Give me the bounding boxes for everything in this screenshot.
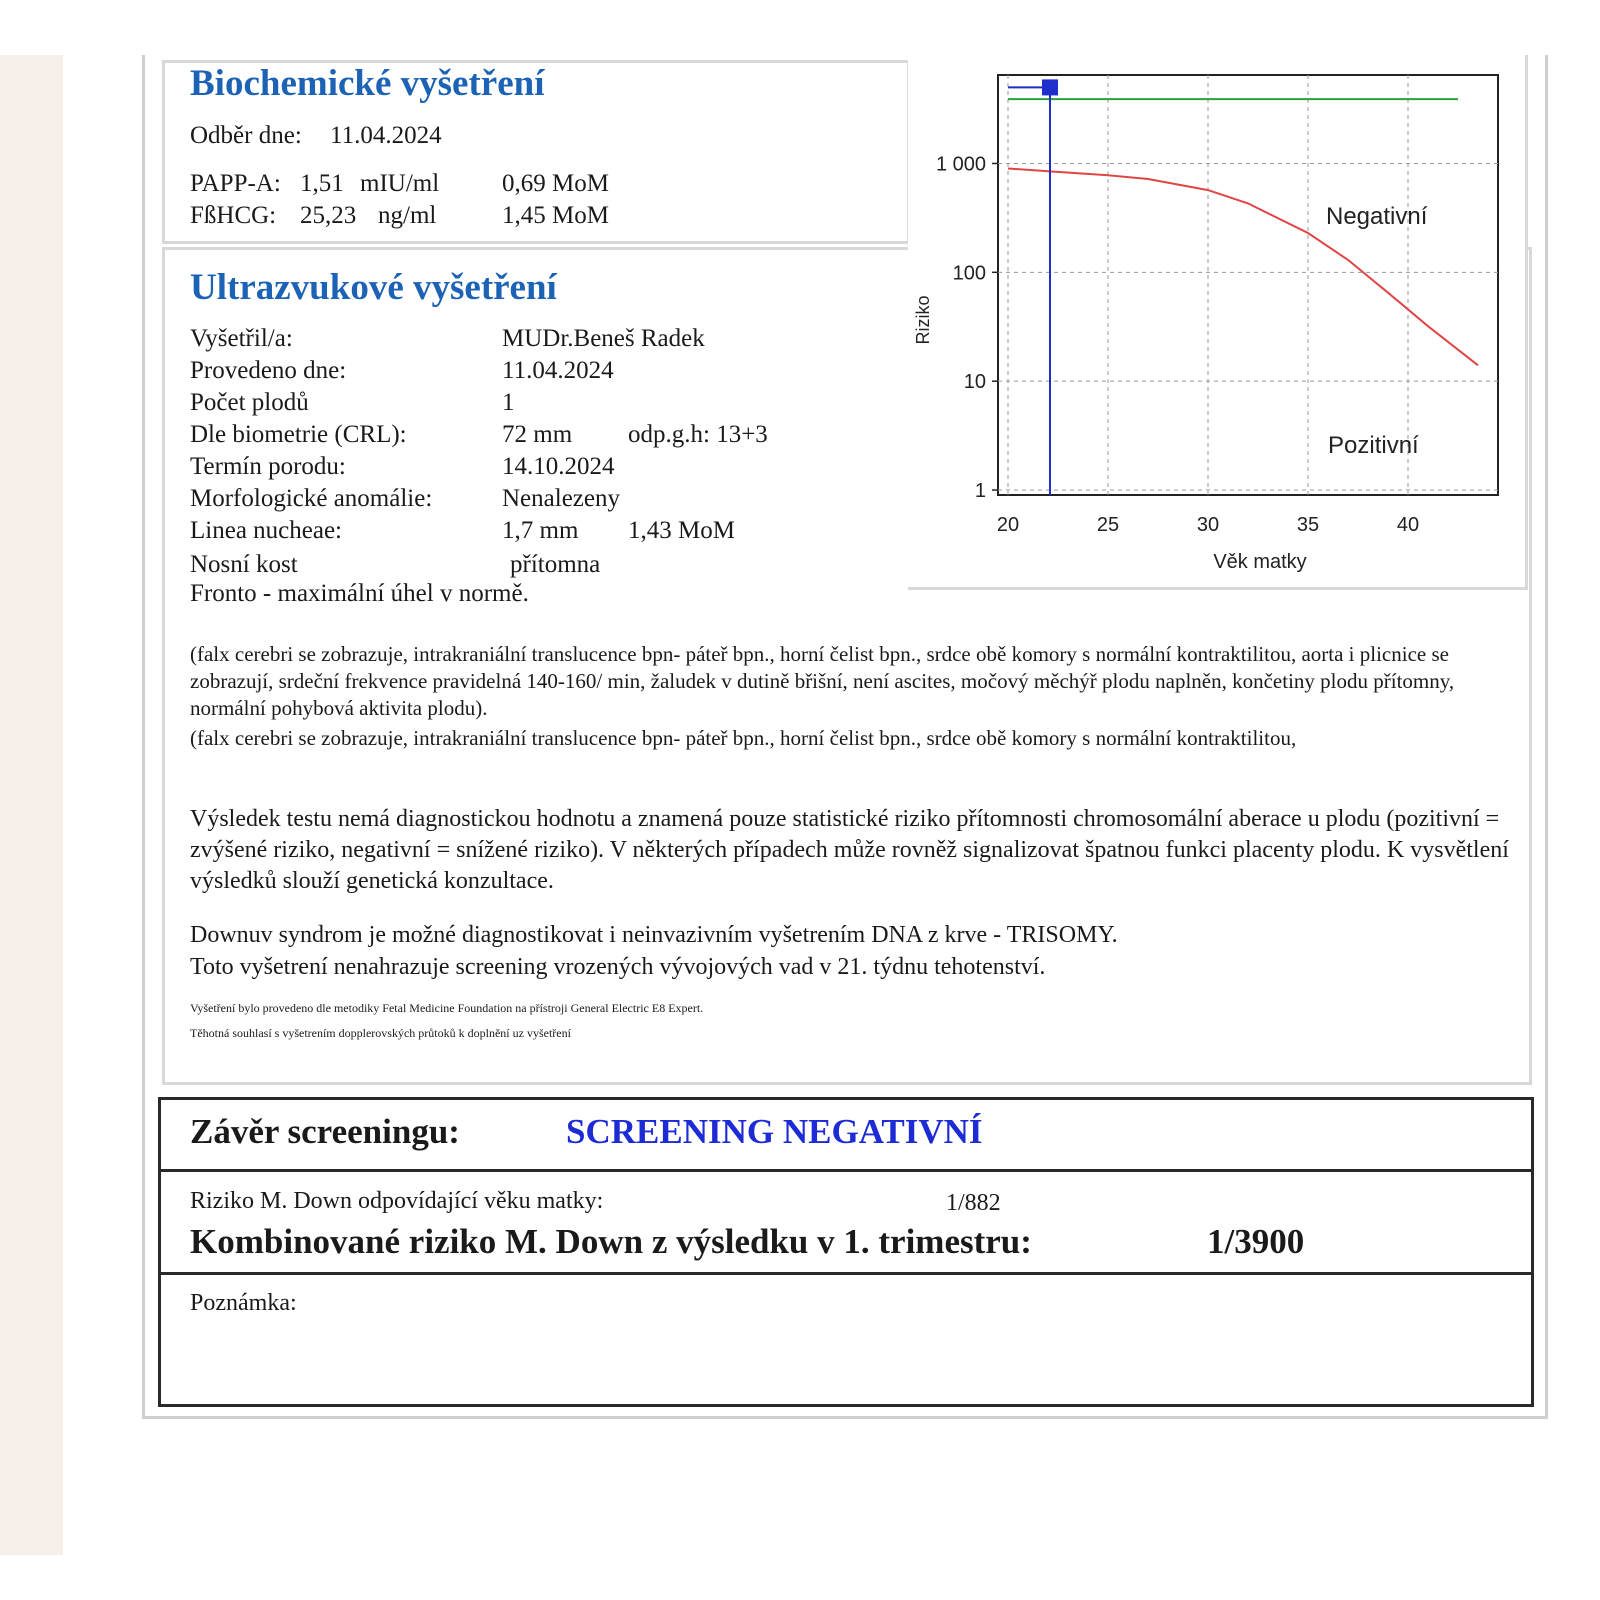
hcg-value: 25,23 <box>300 202 357 229</box>
dna-line-2: Toto vyšetrení nenahrazuje screening vrozených vývojových vad v 21. týdnu tehotenství. <box>190 954 1046 980</box>
papp-value: 1,51 <box>300 170 344 197</box>
x-tick-label: 30 <box>1196 514 1220 536</box>
y-tick-label: 10 <box>963 371 986 394</box>
region-label-negative: Negativní <box>1326 203 1428 230</box>
region-label-positive: Pozitivní <box>1328 432 1419 459</box>
note-divider <box>158 1272 1534 1275</box>
note-label: Poznámka: <box>190 1290 297 1316</box>
y-tick-label: 100 <box>952 262 986 285</box>
row-label: Morfologické anomálie: <box>190 485 433 512</box>
row-value: 1 <box>502 389 515 416</box>
row-label: Počet plodů <box>190 389 309 416</box>
method-note: Vyšetření bylo provedeno dle metodiky Fetal Medicine Foundation na přístroji General Electric E8 Expert. <box>190 1001 704 1015</box>
ultrasound-title: Ultrazvukové vyšetření <box>190 267 557 308</box>
row-value: 1,7 mm <box>502 517 579 544</box>
row-value: 72 mm <box>502 421 573 448</box>
collection-label: Odběr dne: <box>190 122 302 149</box>
patient-marker <box>1042 79 1058 95</box>
age-risk-value: 1/882 <box>946 1190 1001 1216</box>
row-extra: 1,43 MoM <box>628 517 735 544</box>
biochem-title: Biochemické vyšetření <box>190 63 545 104</box>
row-label: Provedeno dne: <box>190 357 347 384</box>
risk-chart-panel <box>908 55 1528 590</box>
left-margin-strip <box>0 55 63 1555</box>
papp-unit: mIU/ml <box>360 170 440 197</box>
row-value: MUDr.Beneš Radek <box>502 325 705 352</box>
row-label: Dle biometrie (CRL): <box>190 421 407 448</box>
row-label: Nosní kost <box>190 551 298 578</box>
papp-label: PAPP-A: <box>190 170 281 197</box>
conclusion-divider <box>158 1169 1534 1172</box>
y-tick-label: 1 <box>974 480 986 503</box>
hcg-label: FßHCG: <box>190 202 277 229</box>
row-value: 11.04.2024 <box>502 357 614 384</box>
plot-frame <box>998 75 1498 495</box>
fronto-line: Fronto - maximální úhel v normě. <box>190 580 529 607</box>
findings-repeat: (falx cerebri se zobrazuje, intrakraniální translucence bpn- páteř bpn., horní čelist bpn., srdce obě komory s normální kontraktilitou, <box>190 726 1297 750</box>
x-tick-label: 20 <box>996 514 1020 536</box>
x-axis-label: Věk matky <box>1213 551 1307 573</box>
age-risk-label: Riziko M. Down odpovídající věku matky: <box>190 1188 604 1214</box>
row-value: 14.10.2024 <box>502 453 615 480</box>
disclaimer-paragraph: Výsledek testu nemá diagnostickou hodnotu a znamená pouze statistické riziko přítomnosti chromosomální aberace u plodu (pozitivní = zvýšené riziko, negativní = snížené riziko). V některých případech může rovněž signalizovat špatnou funkci placenty plodu. K vysvětlení výsledků slouží genetická konzultace. <box>190 806 1509 894</box>
y-axis-label: Riziko <box>913 295 933 345</box>
risk-chart <box>908 55 1522 585</box>
chart-grid <box>998 75 1498 495</box>
row-value: přítomna <box>510 551 601 578</box>
papp-mom: 0,69 MoM <box>502 170 609 197</box>
row-label: Linea nucheae: <box>190 517 342 544</box>
consent-note: Těhotná souhlasí s vyšetrením dopplerovských průtoků k doplnění uz vyšetření <box>190 1026 571 1040</box>
combined-risk-label: Kombinované riziko M. Down z výsledku v 1. trimestru: <box>190 1222 1032 1261</box>
findings-paragraph: (falx cerebri se zobrazuje, intrakraniální translucence bpn- páteř bpn., horní čelist bpn., srdce obě komory s normální kontraktilitou, aorta i plicnice se zobrazují, srdeční frekvence pravidelná 140-160/ min, žaludek v dutině břišní, není ascites, močový měchýř plodu naplněn, končetiny plodu přítomny, normální pohybová aktivita plodu). <box>190 642 1455 720</box>
conclusion-result: SCREENING NEGATIVNÍ <box>566 1112 983 1151</box>
x-tick-label: 35 <box>1296 514 1320 536</box>
conclusion-label: Závěr screeningu: <box>190 1112 460 1151</box>
collection-date: 11.04.2024 <box>330 122 442 149</box>
y-tick-label: 1 000 <box>935 153 986 176</box>
hcg-unit: ng/ml <box>378 202 437 229</box>
row-label: Termín porodu: <box>190 453 346 480</box>
row-value: Nenalezeny <box>502 485 620 512</box>
hcg-mom: 1,45 MoM <box>502 202 609 229</box>
dna-line-1: Downuv syndrom je možné diagnostikovat i neinvazivním vyšetrením DNA z krve - TRISOMY. <box>190 922 1118 948</box>
x-tick-label: 40 <box>1396 514 1420 536</box>
row-extra: odp.g.h: 13+3 <box>628 421 768 448</box>
row-label: Vyšetřil/a: <box>190 325 293 352</box>
x-tick-label: 25 <box>1096 514 1120 536</box>
combined-risk-value: 1/3900 <box>1207 1222 1305 1261</box>
